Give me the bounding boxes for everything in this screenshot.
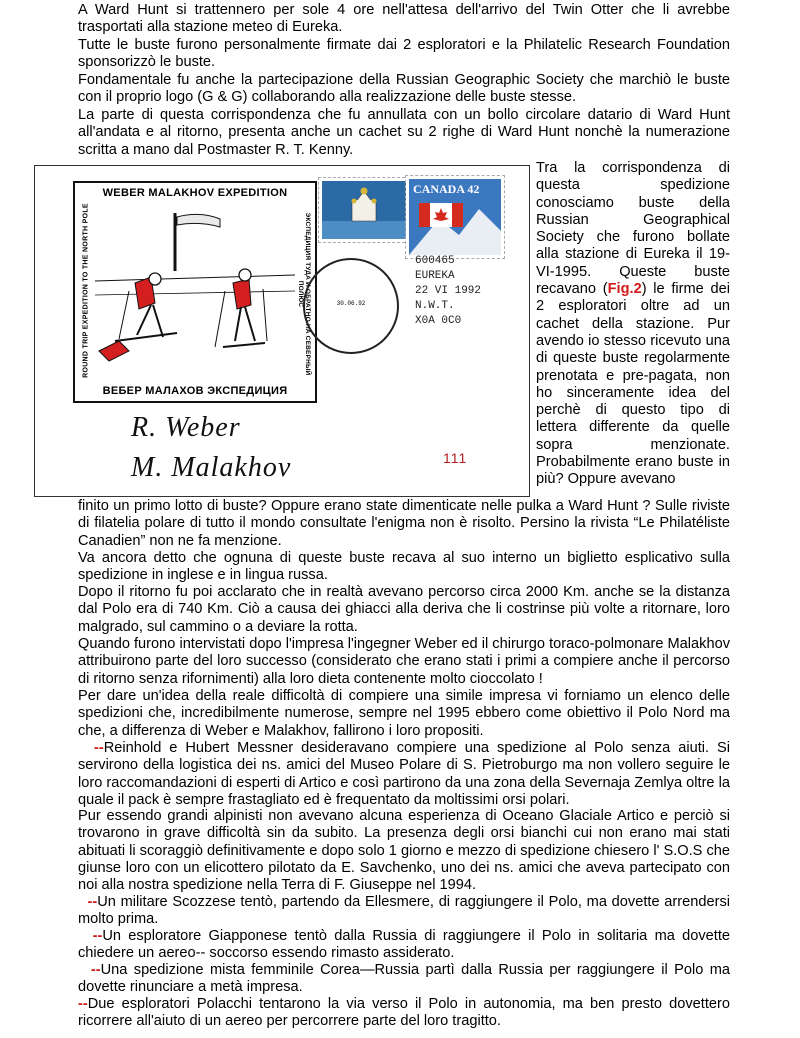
skiers-illustration xyxy=(95,201,295,379)
postmark-date: 30.06.92 xyxy=(336,300,366,307)
cachet-left-text: ROUND TRIP EXPEDITION TO THE NORTH POLE xyxy=(82,203,90,378)
paragraph-1: A Ward Hunt si trattennero per sole 4 ore nell'attesa dell'arrivo del Twin Otter che li avrebbe trasportati alla stazione meteo di Eureka. xyxy=(78,2,730,36)
signature-weber: R. Weber xyxy=(131,412,241,443)
cachet-right-text: ЭКСПЕДИЦИЯ ТУДА И ОБРАТНО НА СЕВЕРНЫЙ ПОЛЮС xyxy=(297,212,311,376)
cancel-line: EUREKA xyxy=(415,270,455,282)
dash-marker: -- xyxy=(87,894,98,910)
russian-stamp xyxy=(319,178,409,242)
expedition-cachet xyxy=(73,181,317,403)
round-postmark xyxy=(303,258,399,354)
canada-stamp xyxy=(406,176,504,258)
expedition-cover xyxy=(34,165,530,497)
figure-reference: Fig.2 xyxy=(607,281,642,298)
paragraph-11: Pur essendo grandi alpinisti non avevano alcuna esperienza di Oceano Glaciale Artico e perciò si trovarono in grave difficoltà sin da subito. La presenza degli orsi bianchi cui non erano mai stati abituati li scoraggiò definitivamente e dopo solo 1 giorno e mezzo di spedizione chiesero l' S.O.S che giunse loro con un elicottero pilotato da E. Savchenko, uno dei ns. amici che aveva partecipato con noi alla nostra spedizione nella Terra di F. Giuseppe nel 1994. xyxy=(78,808,730,894)
paragraph-5: finito un primo lotto di buste? Oppure erano state dimenticate nelle pulka a Ward Hunt ? Sulle riviste di filatelia polare di tutto il mondo consultate l'enigma non è risolto. Persino la rivista “Le Philatéliste Canadien” non ne fa menzione. xyxy=(78,498,730,549)
paragraph-14-text: Una spedizione mista femminile Corea—Russia partì dalla Russia per raggiungere il Polo ma dovette rinunciare a metà impresa. xyxy=(78,962,731,996)
paragraph-3: Fondamentale fu anche la partecipazione della Russian Geographic Society che marchiò le buste con il proprio logo (G & G) collaborando alla realizzazione delle buste stesse. xyxy=(78,72,730,106)
paragraph-14 xyxy=(78,962,730,997)
paragraph-13-text: Un esploratore Giapponese tentò dalla Russia di raggiungere il Polo in solitaria ma dovette chiedere un aereo-- soccorso essendo rimasto assiderato. xyxy=(78,928,731,962)
paragraph-6: Va ancora detto che ognuna di queste buste recava al suo interno un biglietto esplicativo sulla spedizione in inglese e in lingua russa. xyxy=(78,550,730,584)
side-text-a: Tra la corrispondenza di questa spedizione conosciamo buste della Russian Geographical Society che furono bollate alla stazione di Eureka il 19-VI-1995. Queste buste recavano ( xyxy=(536,160,730,298)
side-text-b: ) le firme dei 2 esploratori oltre ad un cachet della stazione. Pur avendo io stesso ricevuto una di queste buste regolarmente prenotata e pre-pagata, non ho sinceramente idea del perchè di questo tipo di lettera differente da quelle sopra menzionate. Probabilmente erano buste in più? Oppure avevano xyxy=(536,281,730,488)
dash-marker: -- xyxy=(78,996,88,1012)
dash-marker: -- xyxy=(90,962,101,978)
paragraph-15 xyxy=(78,996,730,1031)
cachet-bottom-text: ВЕБЕР МАЛАХОВ ЭКСПЕДИЦИЯ xyxy=(102,385,288,397)
dash-marker: -- xyxy=(93,740,104,756)
paragraph-10 xyxy=(78,740,730,809)
paragraph-12 xyxy=(78,894,730,929)
paragraph-8: Quando furono intervistati dopo l'impresa l'ingegner Weber ed il chirurgo toraco-polmonare Malakhov attribuirono parte del loro successo (considerato che erano stati i primi a compiere anche il percorso di ritorno senza rifornimenti) alla loro dieta contenente molto cioccolato ! xyxy=(78,636,730,687)
paragraph-13 xyxy=(78,928,730,963)
paragraph-10-text: Reinhold e Hubert Messner desideravano compiere una spedizione al Polo senza aiuti. Si servirono della logistica dei ns. amici del Museo Polare di S. Pietroburgo ma non vollero seguire le loro raccomandazioni di esperti di Artico e così partirono da una zona della Severnaja Zemlya oltre la quale il pack è sempre frastagliato ed è frequentato da moltissimi orsi polari. xyxy=(78,740,731,808)
cancel-line: 22 VI 1992 xyxy=(415,285,482,297)
canada-stamp-label: CANADA 42 xyxy=(413,182,480,196)
cancel-line: 600465 xyxy=(415,255,455,267)
paragraph-9: Per dare un'idea della reale difficoltà di compiere una simile impresa vi forniamo un elenco delle spedizioni che, incredibilmente numerose, sempre nel 1995 ebbero come obiettivo il Polo Nord ma che, a differenza di Weber e Malakhov, fallirono i loro propositi. xyxy=(78,688,730,739)
cachet-title: WEBER MALAKHOV EXPEDITION xyxy=(102,187,288,199)
dash-marker: -- xyxy=(92,928,103,944)
signature-malakhov: M. Malakhov xyxy=(131,452,292,483)
cancel-line: X0A 0C0 xyxy=(415,315,462,327)
paragraph-4: La parte di questa corrispondenza che fu annullata con un bollo circolare datario di Ward Hunt all'andata e al ritorno, presenta anche un cachet su 2 righe di Ward Hunt nonchè la numerazione scritta a mano dal Postmaster R. T. Kenny. xyxy=(78,107,730,158)
cover-number: 111 xyxy=(443,450,468,466)
paragraph-2: Tutte le buste furono personalmente firmate dai 2 esploratori e la Philatelic Research Foundation sponsorizzò le buste. xyxy=(78,37,730,71)
cancel-line: N.W.T. xyxy=(415,300,455,312)
paragraph-12-text: Un militare Scozzese tentò, partendo da Ellesmere, di raggiungere il Polo, ma dovette arrendersi molto prima. xyxy=(78,894,731,928)
paragraph-15-text: Due esploratori Polacchi tentarono la via verso il Polo in autonomia, ma ben presto dovettero ricorrere all'aiuto di un aereo per percorrere parte del loro tragitto. xyxy=(78,996,730,1030)
paragraph-7: Dopo il ritorno fu poi acclarato che in realtà avevano percorso circa 2000 Km. anche se la distanza dal Polo era di 740 Km. Ciò a causa dei ghiacci alla deriva che li costrinse più volte a ritornare, loro malgrado, sul cammino o a deviare la rotta. xyxy=(78,584,730,635)
eureka-cancellation xyxy=(415,254,505,340)
side-paragraph xyxy=(536,160,730,489)
